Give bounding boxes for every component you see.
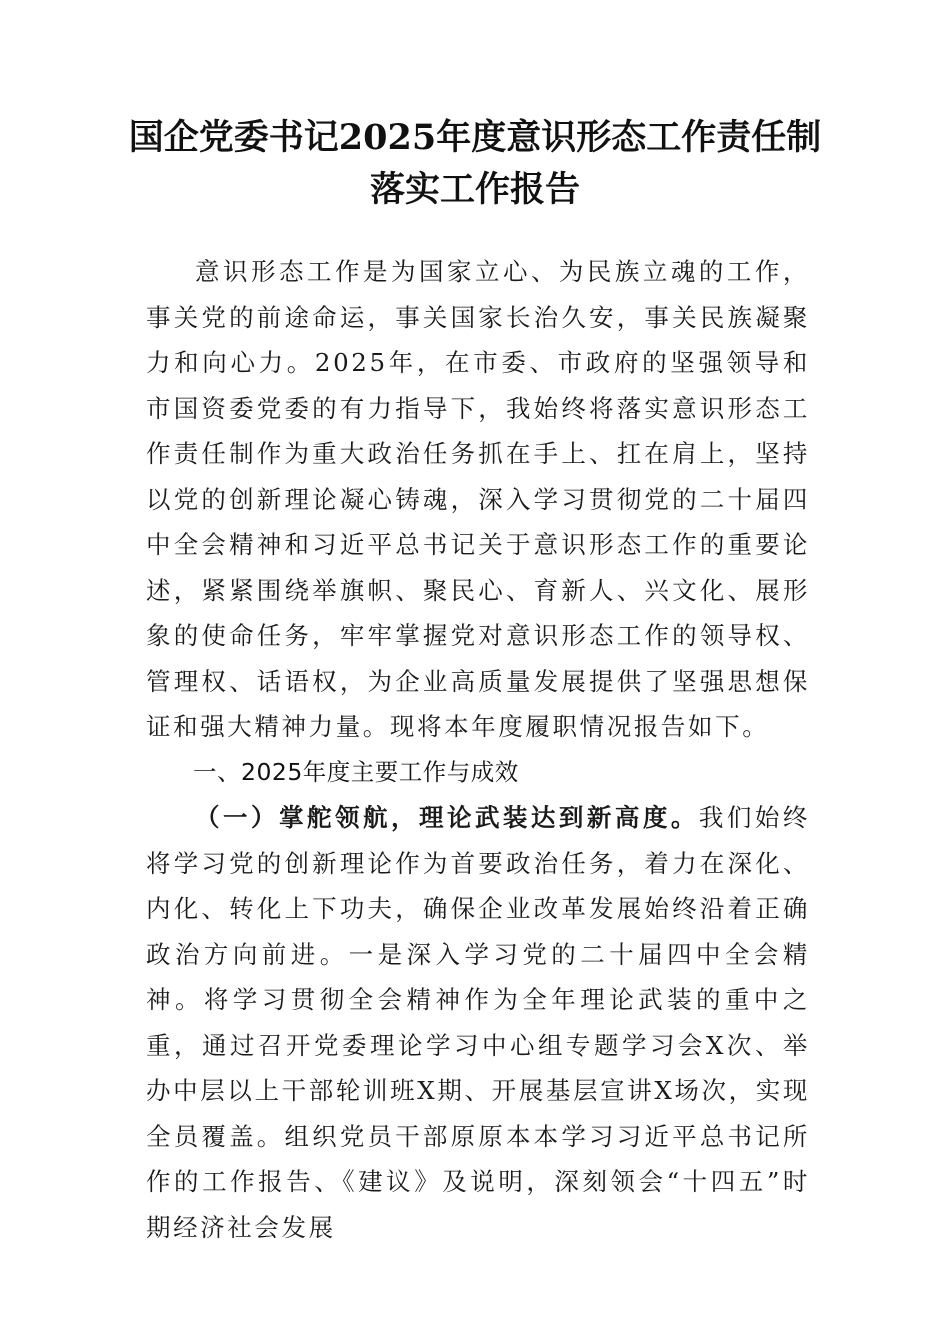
- sub-heading-theory: （一）掌舵领航，理论武装达到新高度。: [195, 803, 699, 832]
- sub-paragraph-text: 我们始终将学习党的创新理论作为首要政治任务，着力在深化、内化、转化上下功夫，确保企业改革发展始终沿着正确政治方向前进。一是深入学习党的二十届四中全会精神。将学习贯彻全会精神作为全年理论武装的重中之重，通过召开党委理论学习中心组专题学习会X次、举办中层以上干部轮训班X期、开展基层宣讲X场次，实现全员覆盖。组织党员干部原原本本学习习近平总书记所作的工作报告、《建议》及说明，深刻领会“十四五”时期经济社会发展: [146, 803, 810, 1242]
- document-title: 国企党委书记2025年度意识形态工作责任制落实工作报告: [128, 117, 822, 210]
- section-heading-main-work: 一、2025年度主要工作与成效: [193, 757, 519, 786]
- section-1-paragraph-1: [146, 795, 810, 1250]
- intro-paragraph: 意识形态工作是为国家立心、为民族立魂的工作，事关党的前途命运，事关国家长治久安，事关民族凝聚力和向心力。2025年，在市委、市政府的坚强领导和市国资委党委的有力指导下，我始终将落实意识形态工作责任制作为重大政治任务抓在手上、扛在肩上，坚持以党的创新理论凝心铸魂，深入学习贯彻党的二十届四中全会精神和习近平总书记关于意识形态工作的重要论述，紧紧围绕举旗帜、聚民心、育新人、兴文化、展形象的使命任务，牢牢掌握党对意识形态工作的领导权、管理权、话语权，为企业高质量发展提供了坚强思想保证和强大精神力量。现将本年度履职情况报告如下。: [146, 257, 810, 741]
- document-body: [146, 249, 810, 1250]
